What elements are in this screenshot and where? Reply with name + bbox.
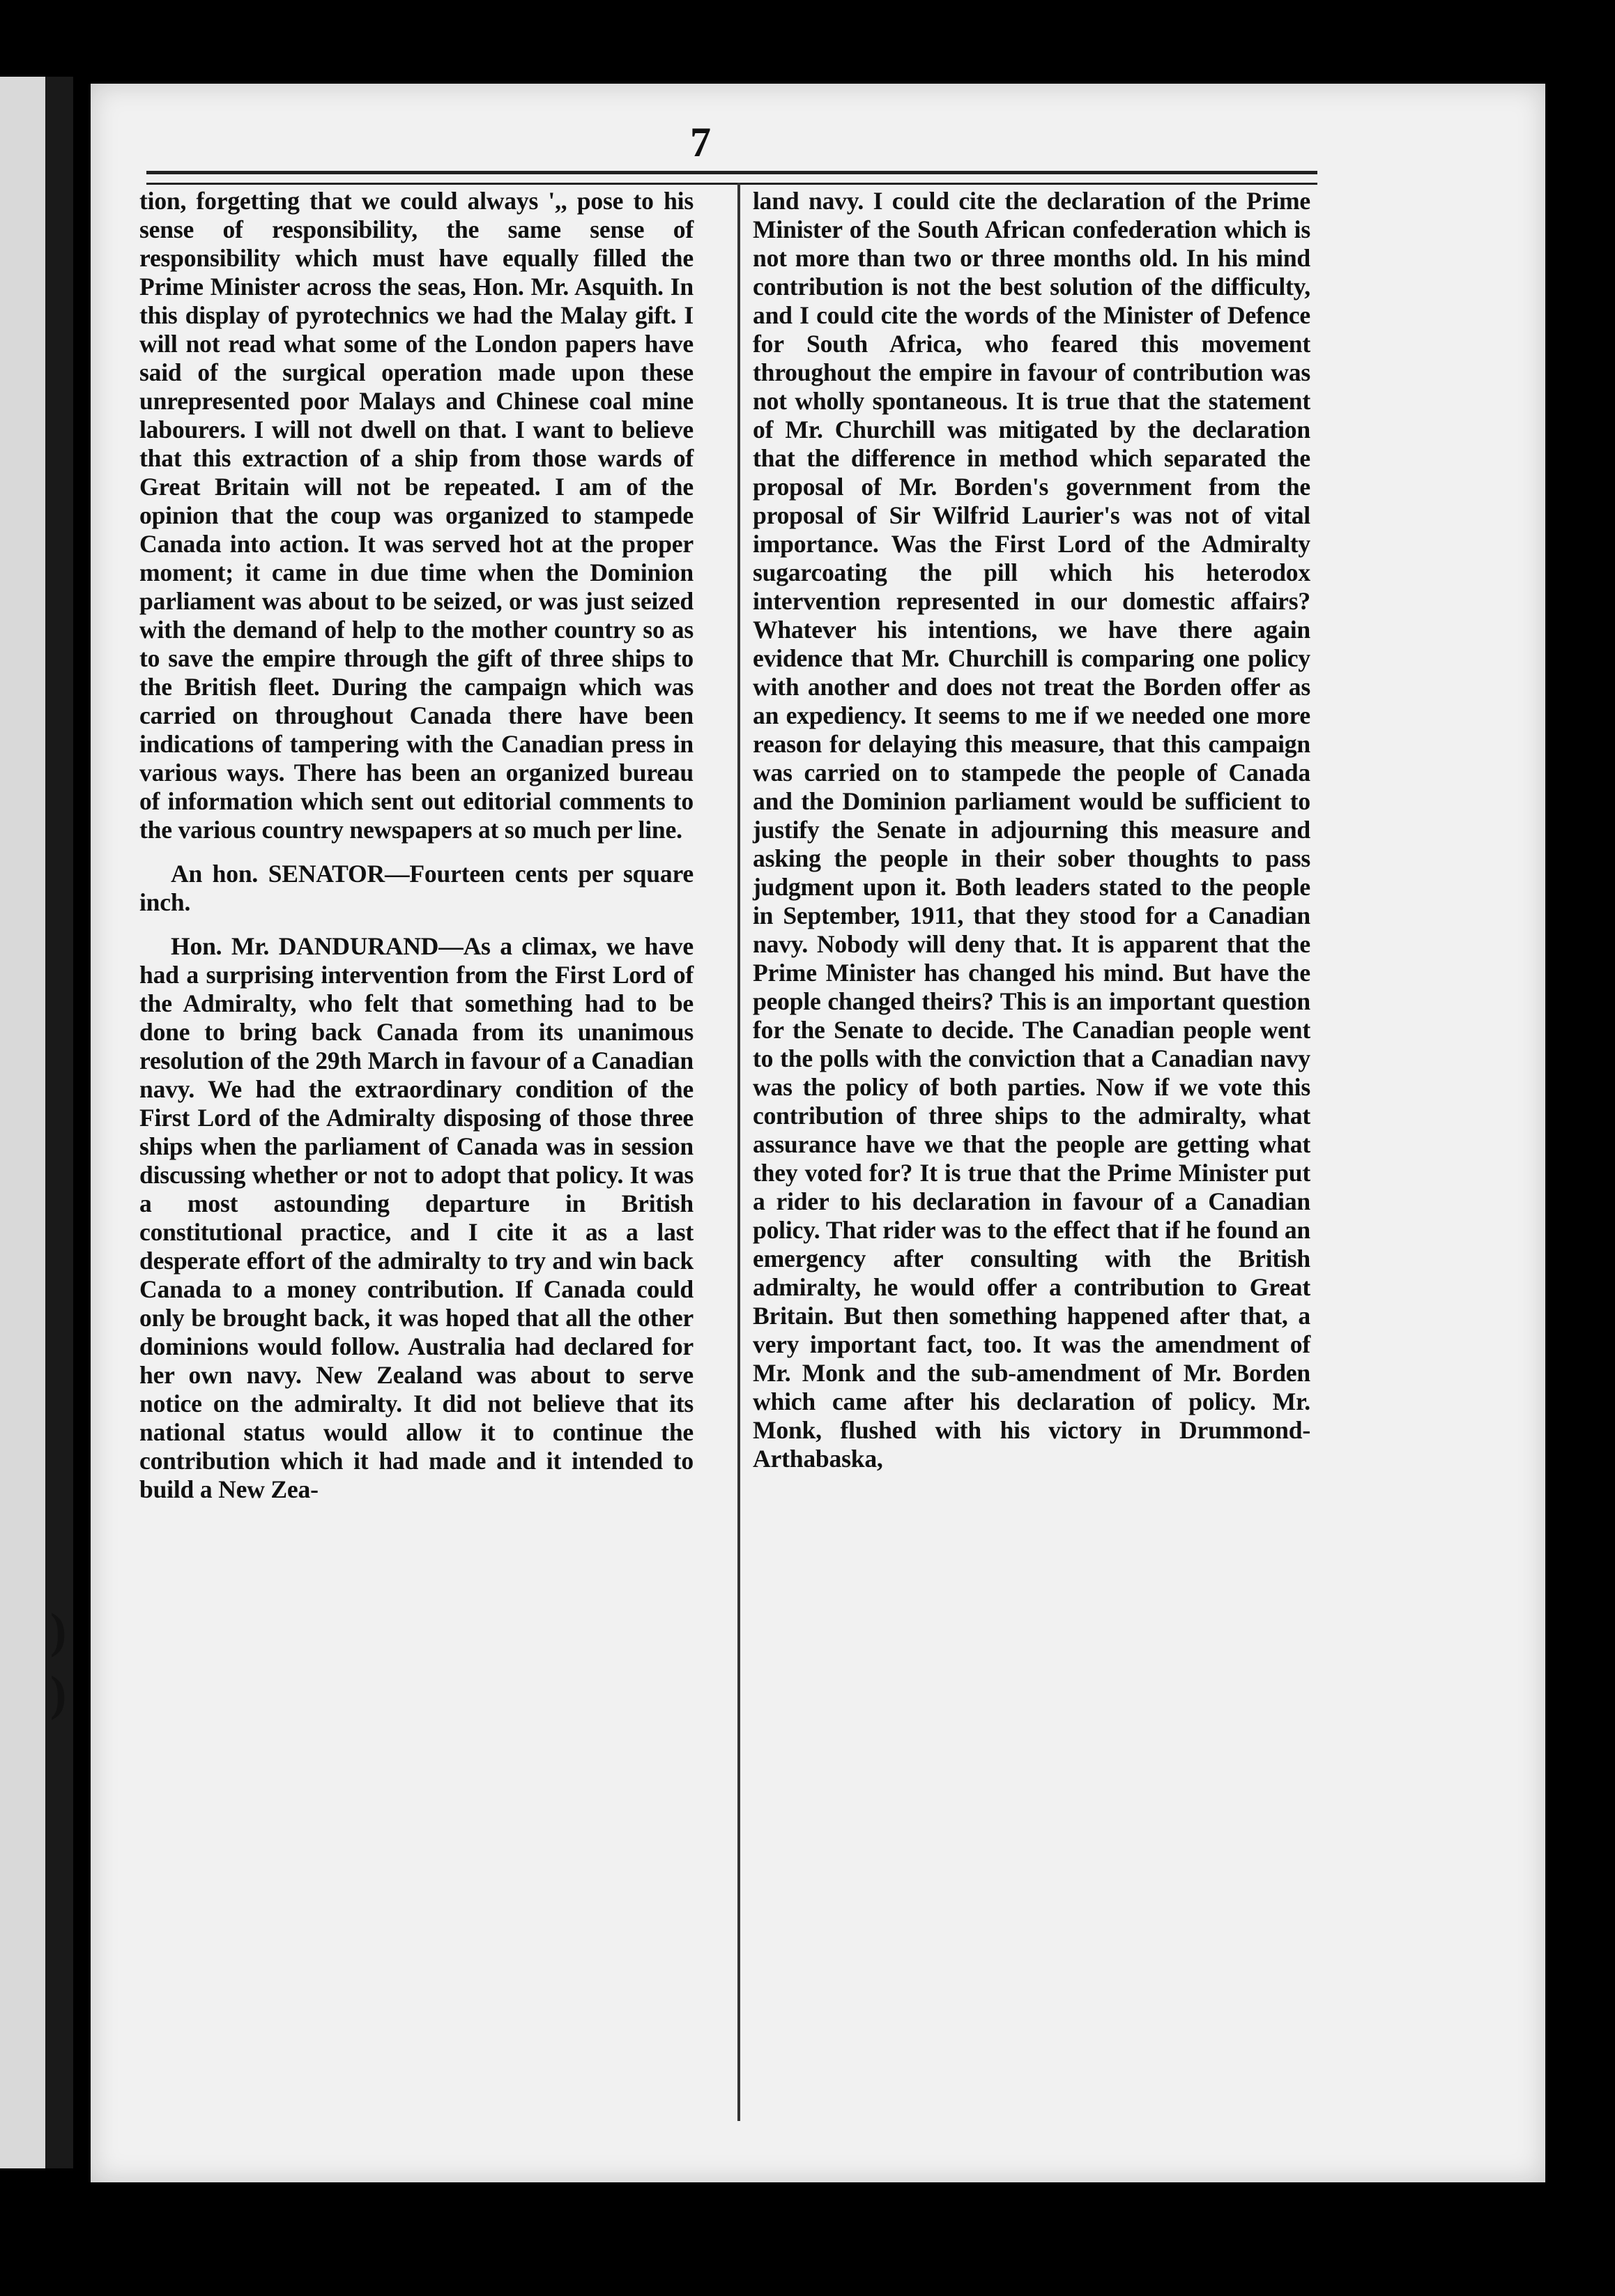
page-number: 7 xyxy=(690,119,711,165)
paragraph: land navy. I could cite the declaration of the Prime Minister of the South African confederation which is not more than two or three months old. In his mind contribution is not the best solution of the difficulty, and I could cite the words of the Minister of Defence for South Africa, who feared this movement throughout the empire in favour of contribution was not wholly spontaneous. It is true that the statement of Mr. Churchill was mitigated by the declaration that the difference in method which separated the proposal of Mr. Borden's government from the proposal of Sir Wilfrid Laurier's was not of vital importance. Was the First Lord of the Admiralty sugarcoating the pill which his heterodox intervention represented in our domestic affairs? Whatever his intentions, we have there again evidence that Mr. Churchill is comparing one policy with another and does not treat the Borden offer as an expediency. It seems to me if we needed one more reason for delaying this measure, that this campaign was carried on to stampede the people of Canada and the Dominion parliament would be sufficient to justify the Senate in adjourning this measure and asking the people in their sober thoughts to pass judgment upon it. Both leaders stated to the people in September, 1911, that they stood for a Canadian navy. Nobody will deny that. It is apparent that the Prime Minister has changed his mind. But have the people changed theirs? This is an important question for the Senate to decide. The Canadian people went to the polls with the conviction that a Canadian navy was the policy of both parties. Now if we vote this contribution of three ships to the admiralty, what assurance have we that the people are getting what they voted for? It is true that the Prime Minister put a rider to his declaration in favour of a Canadian policy. That rider was to the effect that if he found an emergency after consulting with the British admiralty, he would offer a contribution to Great Britain. But then something happened after that, a very important fact, too. It was the amendment of Mr. Monk and the sub-amendment of Mr. Borden which came after his declaration of policy. Mr. Monk, flushed with his victory in Drummond-Arthabaska, xyxy=(753,187,1310,1473)
header-rule xyxy=(146,171,1317,185)
paragraph xyxy=(139,932,694,1504)
right-column xyxy=(753,187,1310,1473)
paragraph: tion, forgetting that we could always ',, pose to his sense of responsibility, the same sense of responsibility which must have equally filled the Prime Minister across the seas, Hon. Mr. Asquith. In this display of pyrotechnics we had the Malay gift. I will not read what some of the London papers have said of the surgical operation made upon these unrepresented poor Malays and Chinese coal mine labourers. I will not dwell on that. I want to believe that this extraction of a ship from those wards of Great Britain will not be repeated. I am of the opinion that the coup was organized to stampede Canada into action. It was served hot at the proper moment; it came in due time when the Dominion parliament was about to be seized, or was just seized with the demand of help to the mother country so as to save the empire through the gift of three ships to the British fleet. During the campaign which was carried on throughout Canada there have been indications of tampering with the Canadian press in various ways. There has been an organized bureau of information which sent out editorial comments to the various country newspapers at so much per line. xyxy=(139,187,694,844)
speaker-name: Hon. Mr. DANDURAND xyxy=(171,932,439,960)
column-divider xyxy=(737,183,740,2121)
page-gutter xyxy=(45,77,73,2168)
speaker-name: An hon. SENATOR xyxy=(171,860,385,888)
speech-text: —As a climax, we have had a surprising intervention from the First Lord of the Admiralty, who felt that something had to be done to bring back Canada from its unanimous resolution of the 29th March in favour of a Canadian navy. We had the extraordinary condition of the First Lord of the Admiralty disposing of those three ships when the parliament of Canada was in session discussing whether or not to adopt that policy. It was a most astounding departure in British constitutional practice, and I cite it as a last desperate effort of the admiralty to try and win back Canada to a money contribution. If Canada could only be brought back, it was hoped that all the other dominions would follow. Australia had declared for her own navy. New Zealand was about to serve notice on the admiralty. It did not believe that its national status would allow it to continue the contribution which it had made and it intended to build a New Zea- xyxy=(139,932,694,1503)
speech-text: —Fourteen cents per square inch. xyxy=(139,860,694,916)
paragraph xyxy=(139,860,694,917)
left-column xyxy=(139,187,694,1504)
margin-mark: ) xyxy=(50,1604,67,1658)
margin-mark: ) xyxy=(50,1667,67,1721)
